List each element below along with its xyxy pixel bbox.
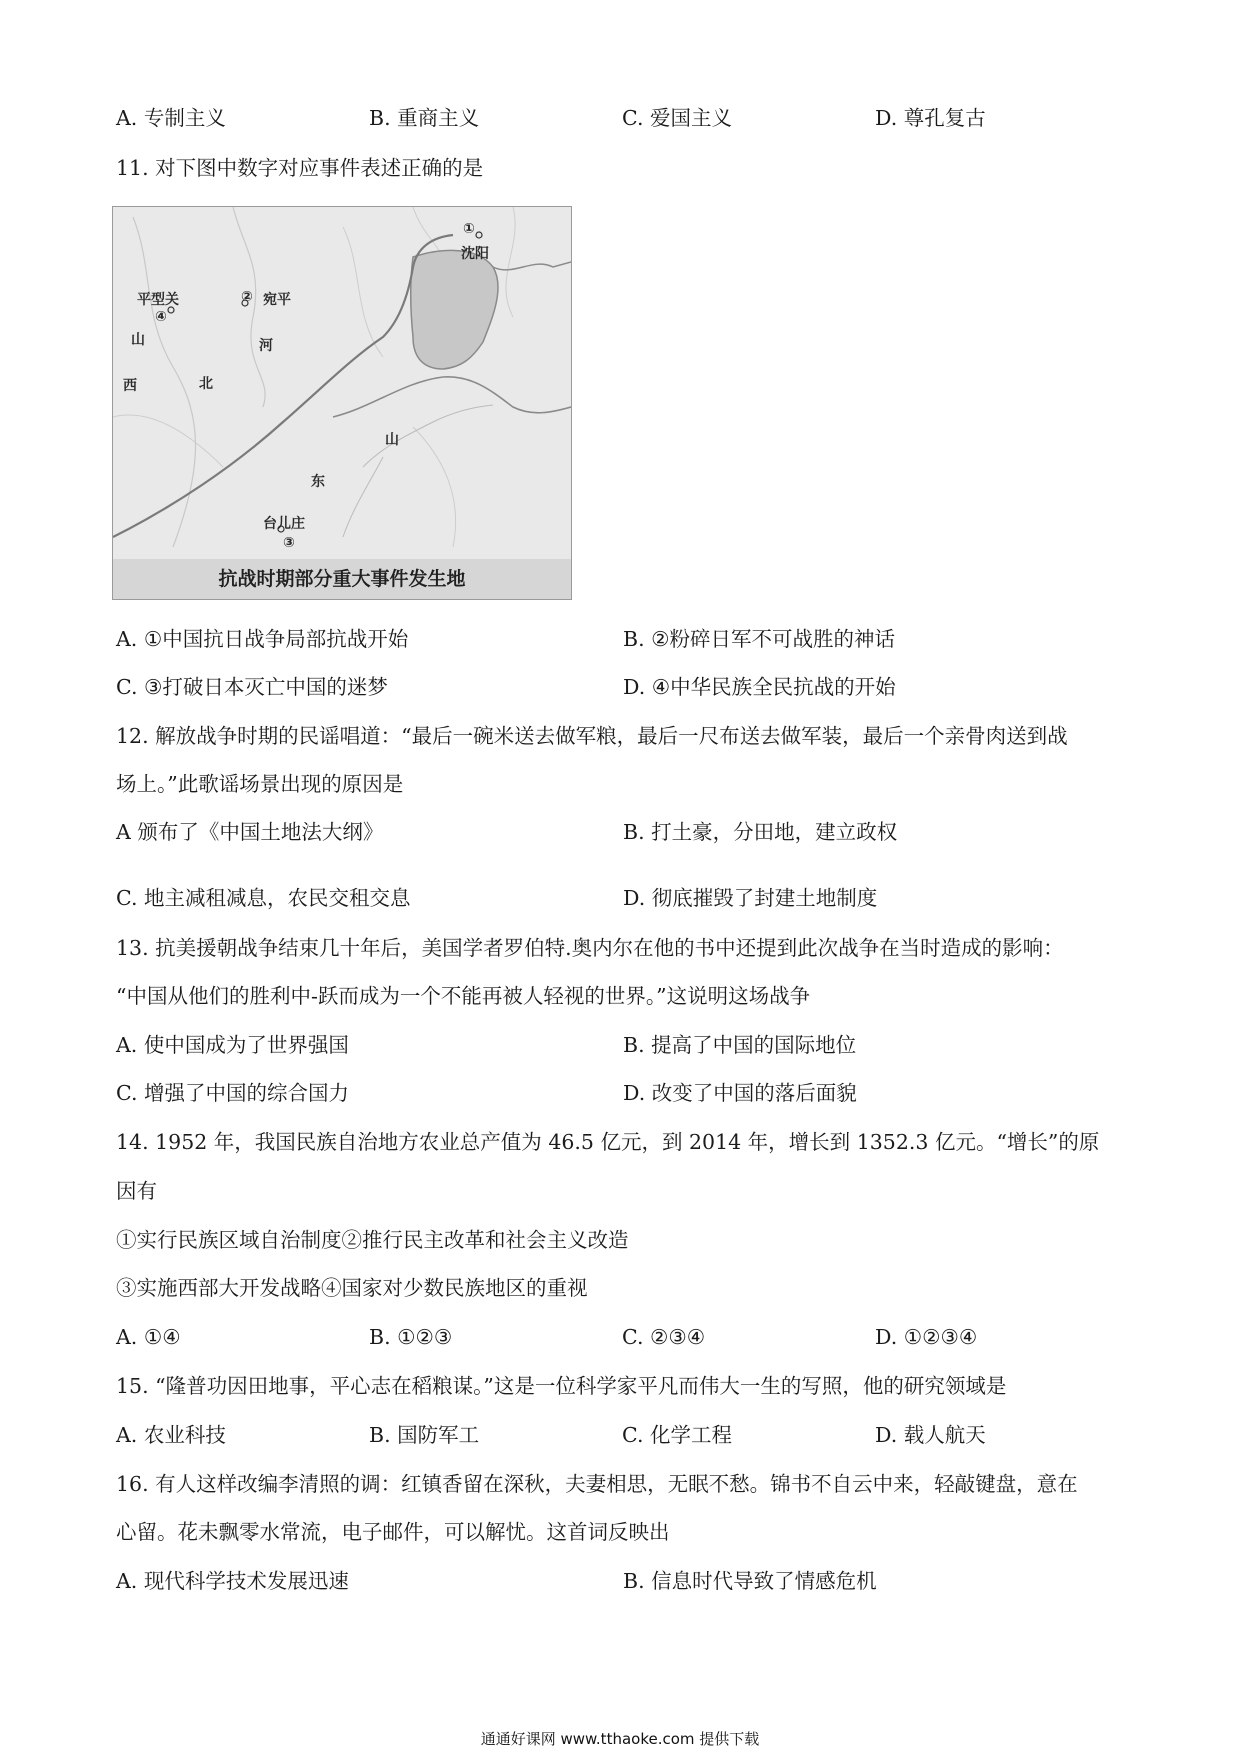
q16-options-row-1 xyxy=(116,1567,1130,1595)
map-caption: 抗战时期部分重大事件发生地 xyxy=(113,559,571,599)
q10-option-c: C. 爱国主义 xyxy=(622,106,732,130)
q10-option-a: A. 专制主义 xyxy=(116,106,226,130)
q12-options-row-2 xyxy=(116,884,1130,912)
q11-option-b: B. ②粉碎日军不可战胜的神话 xyxy=(623,627,895,651)
map-label-hebei-2: 北 xyxy=(199,376,213,392)
q11-stem: 11. 对下图中数字对应事件表述正确的是 xyxy=(116,156,484,180)
map-label-pingxingguan: 平型关 xyxy=(137,292,179,308)
q11-option-d: D. ④中华民族全民抗战的开始 xyxy=(623,675,896,699)
q14-option-c: C. ②③④ xyxy=(622,1325,706,1349)
q14-options xyxy=(116,1323,1130,1351)
q14-stem-line-2: 因有 xyxy=(116,1179,157,1203)
q10-option-d: D. 尊孔复古 xyxy=(875,106,986,130)
q12-stem-line-1: 12. 解放战争时期的民谣唱道：“最后一碗米送去做军粮，最后一尺布送去做军装，最后一个亲骨肉送到战 xyxy=(116,724,1068,748)
q15-option-a: A. 农业科技 xyxy=(116,1423,226,1447)
q14-item-line-1: ①实行民族区域自治制度②推行民主改革和社会主义改造 xyxy=(116,1228,629,1252)
q13-stem-line-1: 13. 抗美援朝战争结束几十年后，美国学者罗伯特.奥内尔在他的书中还提到此次战争在当时造成的影响： xyxy=(116,936,1064,960)
q13-option-c: C. 增强了中国的综合国力 xyxy=(116,1081,349,1105)
q10-option-b: B. 重商主义 xyxy=(369,106,480,130)
q13-options-row-1 xyxy=(116,1031,1130,1059)
q14-item-line-2: ③实施西部大开发战略④国家对少数民族地区的重视 xyxy=(116,1276,588,1300)
q12-option-a: A 颁布了《中国土地法大纲》 xyxy=(116,820,384,844)
q15-option-d: D. 载人航天 xyxy=(875,1423,986,1447)
map-label-wanping-number: ② xyxy=(241,289,253,305)
q12-stem-line-2: 场上。”此歌谣场景出现的原因是 xyxy=(116,772,404,796)
q15-stem: 15. “隆普功因田地事，平心志在稻粮谋。”这是一位科学家平凡而伟大一生的写照，他的研究领域是 xyxy=(116,1374,1007,1398)
q16-stem-line-1: 16. 有人这样改编李清照的调：红镇香留在深秋，夫妻相思，无眠不愁。锦书不自云中来，轻敲键盘，意在 xyxy=(116,1472,1078,1496)
q11-options-row-2 xyxy=(116,673,1130,701)
q13-option-b: B. 提高了中国的国际地位 xyxy=(623,1033,857,1057)
q14-option-b: B. ①②③ xyxy=(369,1325,453,1349)
map-label-hebei-1: 河 xyxy=(259,338,273,354)
q13-option-d: D. 改变了中国的落后面貌 xyxy=(623,1081,857,1105)
q13-option-a: A. 使中国成为了世界强国 xyxy=(116,1033,349,1057)
q16-option-b: B. 信息时代导致了情感危机 xyxy=(623,1569,877,1593)
q13-stem-line-2: “中国从他们的胜利中-跃而成为一个不能再被人轻视的世界。”这说明这场战争 xyxy=(116,984,811,1008)
q12-option-b: B. 打土豪，分田地，建立政权 xyxy=(623,820,898,844)
q11-map-figure xyxy=(112,206,572,600)
q11-options-row-1 xyxy=(116,625,1130,653)
q13-options-row-2 xyxy=(116,1079,1130,1107)
q14-option-a: A. ①④ xyxy=(116,1325,181,1349)
map-label-wanping: 宛平 xyxy=(263,292,291,308)
q16-option-a: A. 现代科学技术发展迅速 xyxy=(116,1569,349,1593)
q14-option-d: D. ①②③④ xyxy=(875,1325,978,1349)
map-label-shanxi-2: 西 xyxy=(123,378,137,394)
map-label-shenyang-number: ① xyxy=(463,221,475,237)
q15-option-b: B. 国防军工 xyxy=(369,1423,480,1447)
q15-options xyxy=(116,1421,1130,1449)
map-drawing xyxy=(113,207,571,559)
q10-options xyxy=(116,104,1130,132)
q11-option-c: C. ③打破日本灭亡中国的迷梦 xyxy=(116,675,388,699)
q12-options-row-1 xyxy=(116,818,1130,846)
q12-option-c: C. 地主减租减息，农民交租交息 xyxy=(116,886,411,910)
q11-option-a: A. ①中国抗日战争局部抗战开始 xyxy=(116,627,409,651)
map-label-shandong-1: 山 xyxy=(385,432,399,448)
map-label-pingxingguan-number: ④ xyxy=(155,309,167,325)
map-label-shenyang: 沈阳 xyxy=(461,246,489,262)
page-footer: 通通好课网 www.tthaoke.com 提供下载 xyxy=(480,1730,760,1748)
map-label-taierzhuang: 台儿庄 xyxy=(263,516,305,532)
q15-option-c: C. 化学工程 xyxy=(622,1423,732,1447)
q16-stem-line-2: 心留。花未飘零水常流，电子邮件，可以解忧。这首词反映出 xyxy=(116,1520,670,1544)
map-label-taierzhuang-number: ③ xyxy=(283,535,295,551)
map-label-shanxi-1: 山 xyxy=(131,332,145,348)
map-label-shandong-2: 东 xyxy=(311,474,325,490)
q14-stem-line-1: 14. 1952 年，我国民族自治地方农业总产值为 46.5 亿元，到 2014 年，增长到 1352.3 亿元。“增长”的原 xyxy=(116,1130,1100,1154)
q12-option-d: D. 彻底摧毁了封建土地制度 xyxy=(623,886,878,910)
